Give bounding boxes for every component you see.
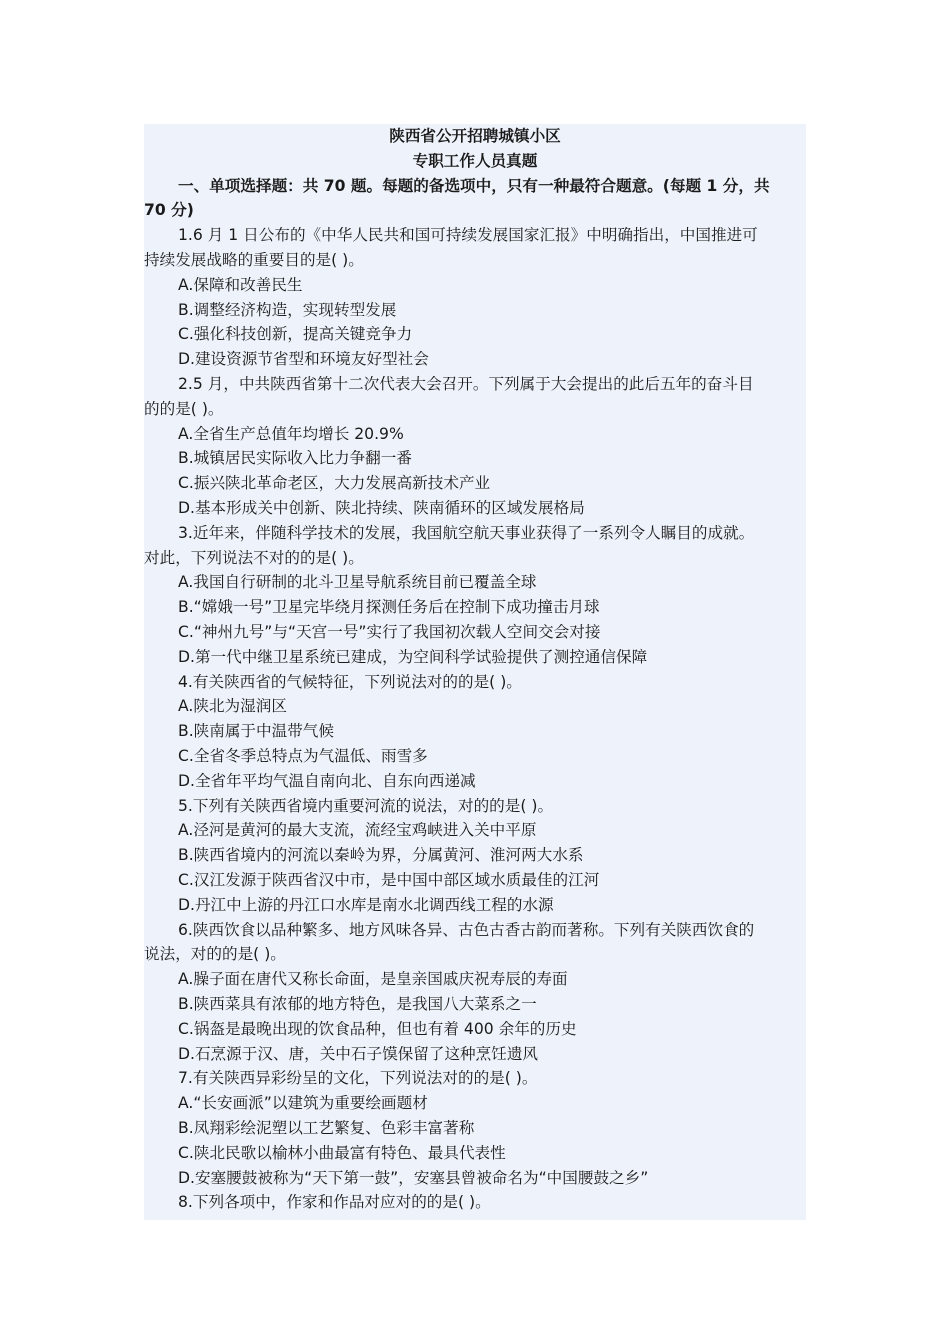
document-title-line1: 陕西省公开招聘城镇小区: [389, 127, 561, 145]
answer-option: B.陕西省境内的河流以秦岭为界，分属黄河、淮河两大水系: [178, 846, 584, 865]
answer-option: A.泾河是黄河的最大支流，流经宝鸡峡进入关中平原: [178, 821, 537, 840]
answer-option: D.安塞腰鼓被称为“天下第一鼓”，安塞县曾被命名为“中国腰鼓之乡”: [178, 1168, 649, 1187]
question-text: 8.下列各项中，作家和作品对应对的的是( )。: [178, 1193, 491, 1212]
answer-option: B.陕南属于中温带气候: [178, 722, 334, 741]
question-text: 1.6 月 1 日公布的《中华人民共和国可持续发展国家汇报》中明确指出，中国推进可: [178, 226, 758, 245]
answer-option: D.全省年平均气温自南向北、自东向西递减: [178, 771, 476, 790]
answer-option: A.全省生产总值年均增长 20.9%: [178, 424, 404, 443]
answer-option: D.丹江中上游的丹江口水库是南水北调西线工程的水源: [178, 895, 554, 914]
question-text-continued: 持续发展战略的重要目的是( )。: [144, 251, 364, 269]
answer-option: D.基本形成关中创新、陕北持续、陕南循环的区域发展格局: [178, 499, 585, 517]
answer-option: B.凤翔彩绘泥塑以工艺繁复、色彩丰富著称: [178, 1119, 475, 1137]
question-text-continued: 说法，对的的是( )。: [144, 945, 286, 964]
question-text: 6.陕西饮食以品种繁多、地方风味各异、古色古香古韵而著称。下列有关陕西饮食的: [178, 920, 755, 939]
answer-option: C.强化科技创新，提高关键竞争力: [178, 325, 413, 344]
answer-option: D.建设资源节省型和环境友好型社会: [178, 350, 429, 369]
question-text: 5.下列有关陕西省境内重要河流的说法，对的的是( )。: [178, 796, 554, 815]
answer-option: C.“神州九号”与“天宫一号”实行了我国初次载人空间交会对接: [178, 623, 601, 641]
question-text: 4.有关陕西省的气候特征，下列说法对的的是( )。: [178, 672, 522, 691]
answer-option: B.城镇居民实际收入比力争翻一番: [178, 449, 412, 468]
answer-option: A.“长安画派”以建筑为重要绘画题材: [178, 1094, 428, 1113]
document-page: [144, 124, 806, 1220]
answer-option: B.陕西菜具有浓郁的地方特色，是我国八大菜系之一: [178, 995, 537, 1013]
answer-option: A.保障和改善民生: [178, 275, 303, 294]
answer-option: B.“嫦娥一号”卫星完毕绕月探测任务后在控制下成功撞击月球: [178, 598, 600, 617]
answer-option: D.石烹源于汉、唐，关中石子馍保留了这种烹饪遗风: [178, 1044, 539, 1063]
answer-option: C.全省冬季总特点为气温低、雨雪多: [178, 747, 428, 765]
question-text: 3.近年来，伴随科学技术的发展，我国航空航天事业获得了一系列令人瞩目的成就。: [178, 523, 755, 542]
answer-option: D.第一代中继卫星系统已建成，为空间科学试验提供了测控通信保障: [178, 647, 648, 666]
document-title-line2: 专职工作人员真题: [412, 151, 538, 170]
answer-option: A.臊子面在唐代又称长命面，是皇亲国戚庆祝寿辰的寿面: [178, 970, 568, 989]
question-text-continued: 对此，下列说法不对的的是( )。: [144, 548, 364, 567]
answer-option: A.我国自行研制的北斗卫星导航系统目前已覆盖全球: [178, 573, 537, 592]
question-text: 2.5 月，中共陕西省第十二次代表大会召开。下列属于大会提出的此后五年的奋斗目: [178, 375, 754, 393]
section-header-continued: 70 分): [144, 201, 194, 220]
section-header: 一、单项选择题：共 70 题。每题的备选项中，只有一种最符合题意。(每题 1 分，共: [178, 176, 770, 195]
answer-option: B.调整经济构造，实现转型发展: [178, 300, 397, 319]
answer-option: C.振兴陕北革命老区，大力发展高新技术产业: [178, 474, 491, 493]
answer-option: C.陕北民歌以榆林小曲最富有特色、最具代表性: [178, 1143, 506, 1162]
question-text: 7.有关陕西异彩纷呈的文化，下列说法对的的是( )。: [178, 1069, 538, 1088]
answer-option: C.汉江发源于陕西省汉中市，是中国中部区域水质最佳的江河: [178, 871, 600, 889]
answer-option: C.锅盔是最晚出现的饮食品种，但也有着 400 余年的历史: [178, 1019, 577, 1038]
question-text-continued: 的的是( )。: [144, 399, 224, 418]
answer-option: A.陕北为湿润区: [178, 697, 287, 716]
